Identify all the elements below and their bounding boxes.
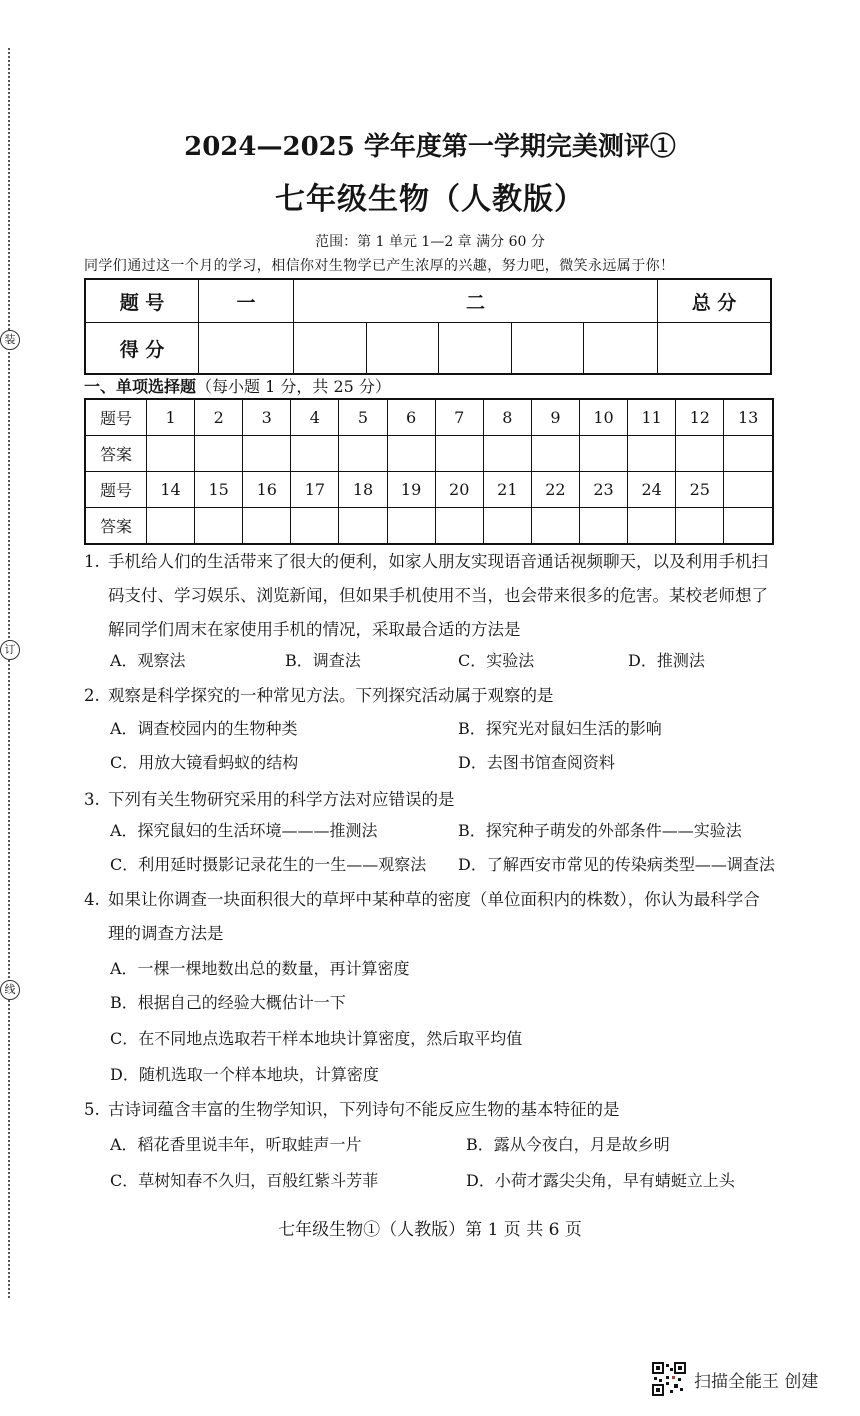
- answer-table-number-row: [85, 399, 773, 436]
- page-footer: 七年级生物①（人教版）第 1 页 共 6 页: [278, 1220, 582, 1240]
- question-2-number: 2.: [84, 686, 100, 705]
- answer-cell[interactable]: [579, 508, 627, 545]
- question-3-text: 下列有关生物研究采用的科学方法对应错误的是: [108, 790, 455, 809]
- score-cell[interactable]: [294, 323, 367, 375]
- question-number: 15: [195, 472, 243, 508]
- question-number: 11: [628, 399, 676, 436]
- answer-cell[interactable]: [195, 436, 243, 472]
- question-number: 2: [195, 399, 243, 436]
- answer-table-number-row: [85, 472, 773, 508]
- qr-code-icon: [652, 1362, 686, 1396]
- question-2-option-c[interactable]: C．用放大镜看蚂蚁的结构: [110, 753, 299, 772]
- question-number: 6: [387, 399, 435, 436]
- question-number: 25: [676, 472, 724, 508]
- question-1-option-a[interactable]: A．观察法: [110, 651, 186, 670]
- question-number: 8: [483, 399, 531, 436]
- section-1-title: [84, 374, 391, 397]
- question-5-option-d[interactable]: D．小荷才露尖尖角，早有蜻蜓立上头: [466, 1171, 735, 1190]
- answer-cell[interactable]: [291, 508, 339, 545]
- answer-cell[interactable]: [387, 508, 435, 545]
- answer-cell[interactable]: [435, 436, 483, 472]
- watermark-text: 扫描全能王 创建: [694, 1371, 819, 1392]
- question-number: 3: [243, 399, 291, 436]
- question-5-option-b[interactable]: B．露从今夜白，月是故乡明: [466, 1135, 670, 1154]
- question-number: 5: [339, 399, 387, 436]
- score-cell[interactable]: [439, 323, 512, 375]
- answer-table: [84, 398, 774, 545]
- answer-table-num-label: 题号: [85, 399, 147, 436]
- question-2-option-d[interactable]: D．去图书馆查阅资料: [458, 753, 615, 772]
- question-4-option-c[interactable]: C．在不同地点选取若干样本地块计算密度，然后取平均值: [110, 1029, 523, 1048]
- answer-table-ans-label: 答案: [85, 508, 147, 545]
- question-number: 22: [531, 472, 579, 508]
- answer-cell[interactable]: [579, 436, 627, 472]
- exam-range: 范围：第 1 单元 1—2 章 满分 60 分: [315, 234, 545, 250]
- score-label-points: 得 分: [85, 323, 199, 375]
- answer-cell[interactable]: [147, 508, 195, 545]
- answer-cell[interactable]: [676, 508, 724, 545]
- question-number: 4: [291, 399, 339, 436]
- question-1-number: 1.: [84, 552, 100, 571]
- answer-cell[interactable]: [387, 436, 435, 472]
- question-4-option-b[interactable]: B．根据自己的经验大概估计一下: [110, 993, 346, 1012]
- binding-mark-xian: 线: [0, 980, 20, 1000]
- question-4: [84, 884, 784, 916]
- question-number: 14: [147, 472, 195, 508]
- answer-cell[interactable]: [724, 436, 773, 472]
- question-3: [84, 784, 784, 816]
- question-number: 13: [724, 399, 773, 436]
- question-2-text: 观察是科学探究的一种常见方法。下列探究活动属于观察的是: [108, 686, 554, 705]
- answer-cell[interactable]: [628, 436, 676, 472]
- question-3-option-a[interactable]: A．探究鼠妇的生活环境———推测法: [110, 821, 378, 840]
- question-number: 20: [435, 472, 483, 508]
- section-1-heading: 一、单项选择题: [84, 377, 197, 396]
- question-2: [84, 680, 784, 712]
- question-1-text: 手机给人们的生活带来了很大的便利，如家人朋友实现语音通话视频聊天，以及利用手机扫: [108, 552, 768, 571]
- score-total-cell[interactable]: [658, 323, 772, 375]
- answer-table-answer-row: [85, 508, 773, 545]
- score-section-1: 一: [199, 279, 294, 323]
- question-5-text: 古诗词蕴含丰富的生物学知识，下列诗句不能反应生物的基本特征的是: [108, 1100, 620, 1119]
- score-section-2: 二: [294, 279, 658, 323]
- answer-cell[interactable]: [243, 508, 291, 545]
- section-1-note: （每小题 1 分，共 25 分）: [196, 377, 391, 396]
- score-cell[interactable]: [584, 323, 658, 375]
- question-number: 7: [435, 399, 483, 436]
- answer-cell[interactable]: [531, 436, 579, 472]
- question-number: 23: [579, 472, 627, 508]
- question-3-number: 3.: [84, 790, 100, 809]
- exam-title: 2024—2025 学年度第一学期完美测评①: [184, 132, 676, 162]
- question-3-option-d[interactable]: D．了解西安市常见的传染病类型——调查法: [458, 855, 775, 874]
- question-1-option-d[interactable]: D．推测法: [628, 651, 705, 670]
- score-cell[interactable]: [511, 323, 584, 375]
- answer-cell[interactable]: [291, 436, 339, 472]
- question-number: 19: [387, 472, 435, 508]
- answer-cell-empty: [724, 508, 773, 545]
- answer-cell[interactable]: [243, 436, 291, 472]
- answer-cell[interactable]: [195, 508, 243, 545]
- question-number: 16: [243, 472, 291, 508]
- question-1: [84, 546, 784, 578]
- question-4-number: 4.: [84, 890, 100, 909]
- question-3-option-b[interactable]: B．探究种子萌发的外部条件——实验法: [458, 821, 742, 840]
- question-3-option-c[interactable]: C．利用延时摄影记录花生的一生——观察法: [110, 855, 427, 874]
- answer-table-num-label: 题号: [85, 472, 147, 508]
- question-number: 10: [579, 399, 627, 436]
- exam-subtitle: 七年级生物（人教版）: [275, 182, 585, 217]
- question-number: 21: [483, 472, 531, 508]
- answer-table-answer-row: [85, 436, 773, 472]
- encouragement-text: 同学们通过这一个月的学习，相信你对生物学已产生浓厚的兴趣，努力吧，微笑永远属于你！: [84, 258, 675, 274]
- answer-cell[interactable]: [531, 508, 579, 545]
- question-4-text: 如果让你调查一块面积很大的草坪中某种草的密度（单位面积内的株数），你认为最科学合: [108, 890, 760, 909]
- question-1-text-cont: 码支付、学习娱乐、浏览新闻，但如果手机使用不当，也会带来很多的危害。某校老师想了: [108, 586, 768, 605]
- question-5: [84, 1094, 784, 1126]
- question-4-option-a[interactable]: A．一棵一棵地数出总的数量，再计算密度: [110, 959, 410, 978]
- question-number: 1: [147, 399, 195, 436]
- answer-cell[interactable]: [676, 436, 724, 472]
- question-5-number: 5.: [84, 1100, 100, 1119]
- question-5-option-c[interactable]: C．草树知春不久归，百般红紫斗芳菲: [110, 1171, 379, 1190]
- score-cell[interactable]: [366, 323, 439, 375]
- question-2-option-a[interactable]: A．调查校园内的生物种类: [110, 719, 298, 738]
- answer-cell[interactable]: [435, 508, 483, 545]
- question-number: 9: [531, 399, 579, 436]
- question-number: 18: [339, 472, 387, 508]
- answer-table-ans-label: 答案: [85, 436, 147, 472]
- binding-mark-ding: 订: [0, 640, 20, 660]
- question-1-option-b[interactable]: B．调查法: [285, 651, 361, 670]
- answer-cell[interactable]: [483, 436, 531, 472]
- answer-cell[interactable]: [147, 436, 195, 472]
- answer-cell[interactable]: [339, 508, 387, 545]
- question-number-empty: [724, 472, 773, 508]
- answer-cell[interactable]: [628, 508, 676, 545]
- question-1-text-cont: 解同学们周末在家使用手机的情况，采取最合适的方法是: [108, 620, 521, 639]
- score-total-label: 总 分: [658, 279, 772, 323]
- score-table: [84, 278, 772, 375]
- question-1-option-c[interactable]: C．实验法: [458, 651, 535, 670]
- question-number: 24: [628, 472, 676, 508]
- score-cell[interactable]: [199, 323, 294, 375]
- question-number: 17: [291, 472, 339, 508]
- question-4-text-cont: 理的调查方法是: [108, 924, 224, 943]
- question-5-option-a[interactable]: A．稻花香里说丰年，听取蛙声一片: [110, 1135, 362, 1154]
- answer-cell[interactable]: [483, 508, 531, 545]
- binding-mark-zhuang: 装: [0, 330, 20, 350]
- scanner-watermark: [652, 1362, 818, 1396]
- question-2-option-b[interactable]: B．探究光对鼠妇生活的影响: [458, 719, 662, 738]
- question-4-option-d[interactable]: D．随机选取一个样本地块，计算密度: [110, 1065, 379, 1084]
- answer-cell[interactable]: [339, 436, 387, 472]
- question-number: 12: [676, 399, 724, 436]
- score-label-question: 题 号: [85, 279, 199, 323]
